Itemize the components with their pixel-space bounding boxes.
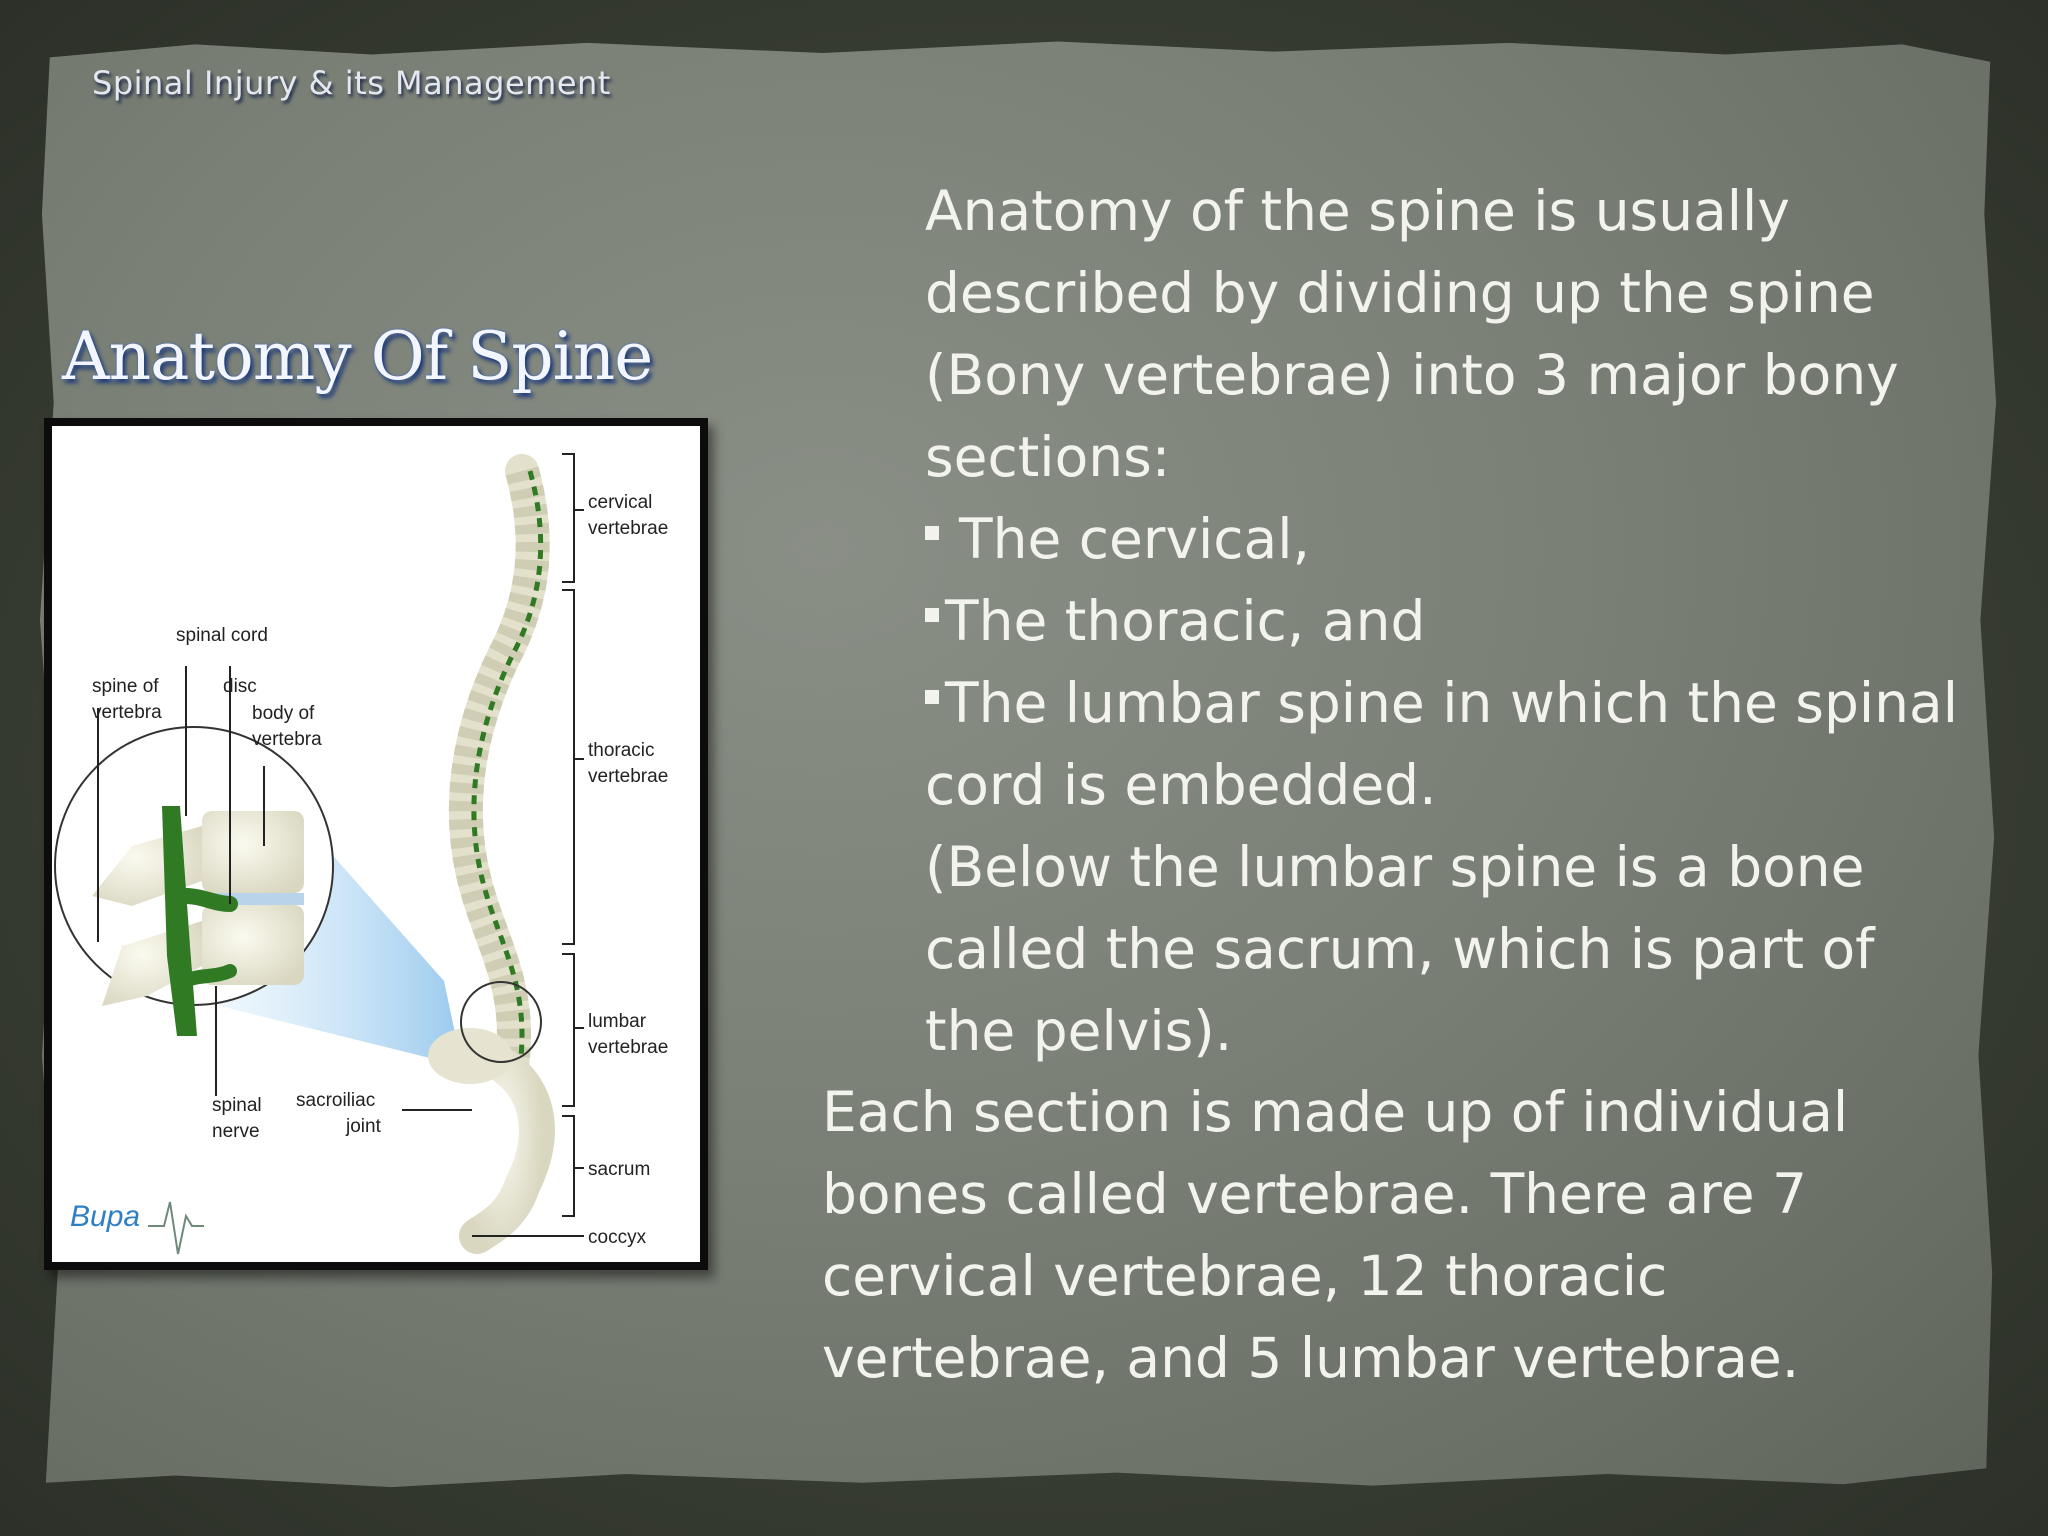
bullet-square-icon xyxy=(925,690,939,704)
bullet-thoracic: The thoracic, and xyxy=(925,580,1958,662)
slide-heading: Anatomy Of Spine xyxy=(62,318,653,395)
label-body-of-vertebra-2: vertebra xyxy=(252,729,322,750)
label-cervical-2: vertebrae xyxy=(588,518,669,539)
bullet-lumbar: The lumbar spine in which the spinal xyxy=(925,662,1958,744)
label-lumbar: lumbar xyxy=(588,1011,647,1032)
intro-line: (Bony vertebrae) into 3 major bony xyxy=(925,343,1899,407)
bullet-cervical: The cervical, xyxy=(925,498,1958,580)
bullet-continuation: cord is embedded. xyxy=(925,753,1437,817)
summary-line: vertebrae, and 5 lumbar vertebrae. xyxy=(822,1326,1800,1390)
label-coccyx: coccyx xyxy=(588,1227,647,1248)
label-sacroiliac-joint: sacroiliac xyxy=(296,1090,376,1111)
note-line: (Below the lumbar spine is a bone xyxy=(925,835,1865,899)
label-spinal-nerve: spinal xyxy=(212,1095,262,1116)
label-spine-of-vertebra-2: vertebra xyxy=(92,702,162,723)
intro-line: described by dividing up the spine xyxy=(925,261,1875,325)
label-spine-of-vertebra: spine of xyxy=(92,676,159,697)
label-thoracic-2: vertebrae xyxy=(588,766,669,787)
svg-text:Bupa: Bupa xyxy=(70,1200,141,1233)
label-disc: disc xyxy=(223,676,257,697)
summary-line: Each section is made up of individual xyxy=(822,1080,1849,1144)
intro-line: Anatomy of the spine is usually xyxy=(925,179,1790,243)
note-line: called the sacrum, which is part of xyxy=(925,917,1875,981)
summary-line: cervical vertebrae, 12 thoracic xyxy=(822,1244,1668,1308)
label-thoracic: thoracic xyxy=(588,740,655,761)
bullet-square-icon xyxy=(925,526,939,540)
label-sacroiliac-joint-2: joint xyxy=(346,1116,381,1137)
spine-diagram xyxy=(52,426,700,1262)
label-lumbar-2: vertebrae xyxy=(588,1037,669,1058)
label-sacrum: sacrum xyxy=(588,1159,651,1180)
bullet-square-icon xyxy=(925,608,939,622)
label-cervical: cervical xyxy=(588,492,653,513)
intro-line: sections: xyxy=(925,425,1171,489)
summary-line: bones called vertebrae. There are 7 xyxy=(822,1162,1808,1226)
intro-paragraph xyxy=(925,170,1958,1072)
label-spinal-cord: spinal cord xyxy=(176,625,268,646)
label-spinal-nerve-2: nerve xyxy=(212,1121,260,1142)
label-body-of-vertebra: body of xyxy=(252,703,315,724)
spine-anatomy-figure xyxy=(44,418,708,1270)
slide-subtitle: Spinal Injury & its Management xyxy=(92,64,611,102)
summary-paragraph xyxy=(822,1071,1848,1399)
note-line: the pelvis). xyxy=(925,999,1233,1063)
